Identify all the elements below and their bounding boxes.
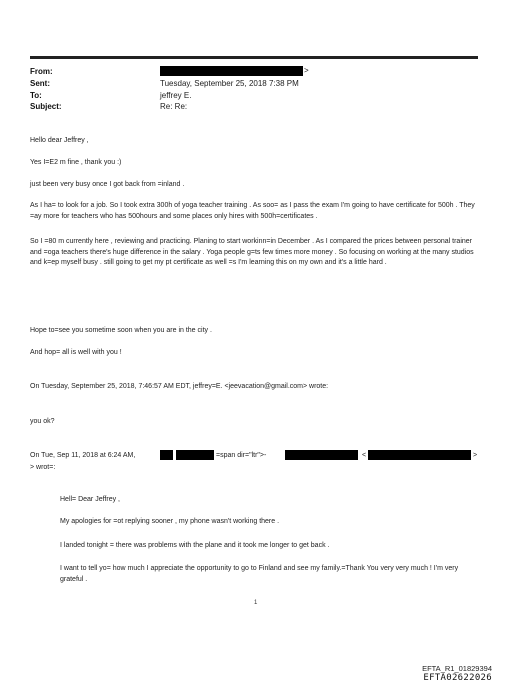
header-rule <box>30 56 478 59</box>
paragraph: just been very busy once I got back from =inland . <box>30 181 185 188</box>
paragraph: And hop= all is well with you ! <box>30 349 122 356</box>
to-value: jeffrey E. <box>160 91 192 100</box>
paragraph: So I =80 m currently here , reviewing and practicing. Planing to start workinn=in December . As I compared the prices between personal trainer and =oga teachers there's huge difference in the salary . Yoga people g=ts few times more money . So focusing on working at the many studios and k=ep myself busy . still going to get my pt certificate as well =s I'm learning this on my own and it's a little hard . <box>30 238 474 266</box>
sent-value: Tuesday, September 25, 2018 7:38 PM <box>160 79 299 88</box>
to-label: To: <box>30 91 42 100</box>
quoted-header-prefix: On Tue, Sep 11, 2018 at 6:24 AM, <box>30 452 136 459</box>
greeting: Hello dear Jeffrey , <box>30 137 89 144</box>
quoted-paragraph: I landed tonight = there was problems with the plane and it took me longer to get back . <box>60 542 330 549</box>
bates-stamp-large: EFTA02622026 <box>423 673 492 683</box>
redaction-email <box>285 450 358 460</box>
quoted-header: On Tuesday, September 25, 2018, 7:46:57 AM EDT, jeffrey=E. <jeevacation@gmail.com> wrote: <box>30 383 329 390</box>
paragraph: Yes I=E2 m fine , thank you :) <box>30 159 122 166</box>
from-label: From: <box>30 67 53 76</box>
paragraph: As I ha= to look for a job. So I took extra 300h of yoga teacher training . As soo= as I pass the exam I'm going to have certificate for 500h . They =ay more for teachers who has 500hours and some places only hires with 500h=certificates . <box>30 202 475 220</box>
redaction-name <box>176 450 214 460</box>
redaction-from <box>160 66 303 76</box>
quoted-body: you ok? <box>30 418 55 425</box>
quoted-paragraph: My apologies for =ot replying sooner , my phone wasn't working there . <box>60 518 280 525</box>
quoted-header-lt: < <box>362 452 367 459</box>
paragraph: Hope to=see you sometime soon when you are in the city . <box>30 327 212 334</box>
quoted-header-mid: =span dir="ltr">- <box>216 452 267 459</box>
quoted-greeting: Hell= Dear Jeffrey , <box>60 496 120 503</box>
redaction-name-short <box>160 450 173 460</box>
subject-value: Re: Re: <box>160 102 188 111</box>
quoted-wrote: > wrot=: <box>30 464 56 471</box>
redaction-email-2 <box>368 450 471 460</box>
quoted-header-gt: > <box>473 452 478 459</box>
from-suffix: > <box>304 66 309 75</box>
page-number: 1 <box>254 600 258 606</box>
bates-stamp-small: EFTA_R1_01829394 <box>422 664 492 673</box>
sent-label: Sent: <box>30 79 50 88</box>
subject-label: Subject: <box>30 102 62 111</box>
quoted-paragraph: I want to tell yo= how much I appreciate the opportunity to go to Finland and see my family.=Thank You very very much ! I'm very grateful . <box>60 565 459 583</box>
